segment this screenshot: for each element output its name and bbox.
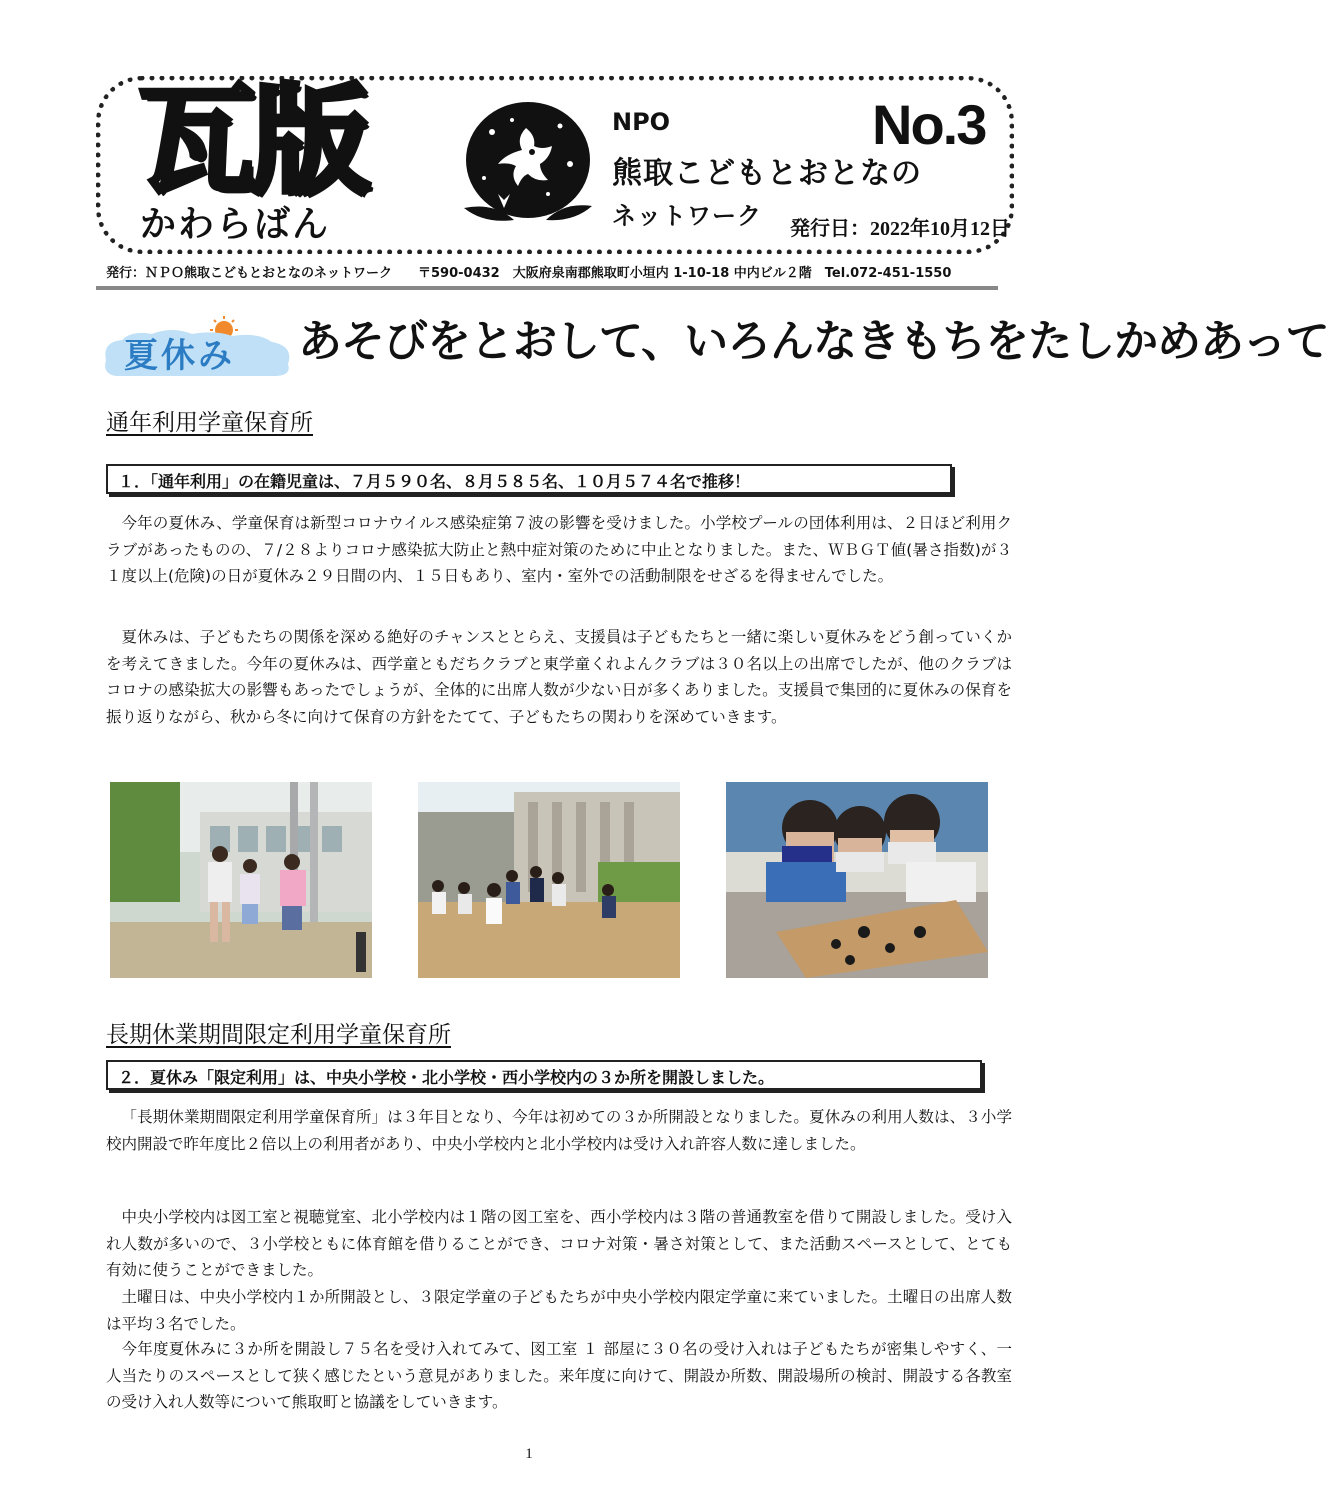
header-divider [96,286,998,290]
photo-schoolyard [110,782,372,978]
section1-para1: 今年の夏休み、学童保育は新型コロナウイルス感染症第７波の影響を受けました。小学校プールの団体利用は、２日ほど利用クラブがあったものの、７/２８よりコロナ感染拡大防止と熱中症対策のために中止となりました。また、ＷＢＧＴ値(暑さ指数)が３１度以上(危険)の日が夏休み２９日間の内、１５日もあり、室内・室外での活動制限をせざるを得ませんでした。 [106,514,1012,585]
section1-para2: 夏休みは、子どもたちの関係を深める絶好のチャンスととらえ、支援員は子どもたちと一緒に楽しい夏休みをどう創っていくかを考えてきました。今年の夏休みは、西学童ともだちクラブと東学童くれよんクラブは３０名以上の出席でしたが、他のクラブはコロナの感染拡大の影響もあったでしょうが、全体的に出席人数が少ない日が多くありました。支援員で集団的に夏休みの保育を振り返りながら、秋から冬に向けて保育の方針をたてて、子どもたちの関わりを深めていきます。 [106,628,1012,726]
section2-para4: 今年度夏休みに３か所を開設し７５名を受け入れてみて、図工室 １ 部屋に３０名の受け入れは子どもたちが密集しやすく、一人当たりのスペースとして狭く感じたという意見がありました。来年度に向けて、開設か所数、開設場所の検討、開設する各教室の受け入れ人数等について熊取町と協議をしていきます。 [106,1340,1012,1411]
section2-para1: 「長期休業期間限定利用学童保育所」は３年目となり、今年は初めての３か所開設となりました。夏休みの利用人数は、３小学校内開設で昨年度比２倍以上の利用者があり、中央小学校内と北小学校内は受け入れ許容人数に達しました。 [106,1108,1012,1153]
npo-label: NPO [612,108,671,136]
logo-title: 瓦版 [138,72,367,210]
section2-box: ２．夏休み「限定利用」は、中央小学校・北小学校・西小学校内の３か所を開設しました。 [106,1060,982,1090]
org-name-line1: 熊取こどもとおとなの [612,156,922,191]
org-name-line2: ネットワーク [612,202,762,230]
photo-cardboard-game [726,782,988,978]
logo-reading: かわらばん [140,204,331,245]
issue-number: No.3 [872,93,986,156]
badge-label: 夏休み [124,336,235,376]
photo-playground [418,782,680,978]
page-number: 1 [525,1446,533,1462]
emblem-icon [462,98,594,228]
publisher-line: 発行：ＮＰＯ熊取こどもとおとなのネットワーク 〒590-0432 大阪府泉南郡熊取町小垣内 1-10-18 中内ビル２階 Tel.072-451-1550 [106,266,952,281]
summer-badge [102,316,294,382]
headline: あそびをとおして、いろんなきもちをたしかめあって [298,316,1329,367]
section2-title: 長期休業期間限定利用学童保育所 [106,1022,451,1048]
section1-title: 通年利用学童保育所 [106,410,313,436]
section2-para2: 中央小学校内は図工室と視聴覚室、北小学校内は１階の図工室を、西小学校内は３階の普通教室を借りて開設しました。受け入れ人数が多いので、３小学校ともに体育館を借りることができ、コロナ対策・暑さ対策として、また活動スペースとして、とても有効に使うことができました。 [106,1208,1012,1279]
section2-para3: 土曜日は、中央小学校内１か所開設とし、３限定学童の子どもたちが中央小学校内限定学童に来ていました。土曜日の出席人数は平均３名でした。 [106,1288,1012,1333]
issue-date: 発行日：2022年10月12日 [790,218,1010,240]
section1-box: １．「通年利用」の在籍児童は、７月５９０名、８月５８５名、１０月５７４名で推移！ [106,464,952,494]
